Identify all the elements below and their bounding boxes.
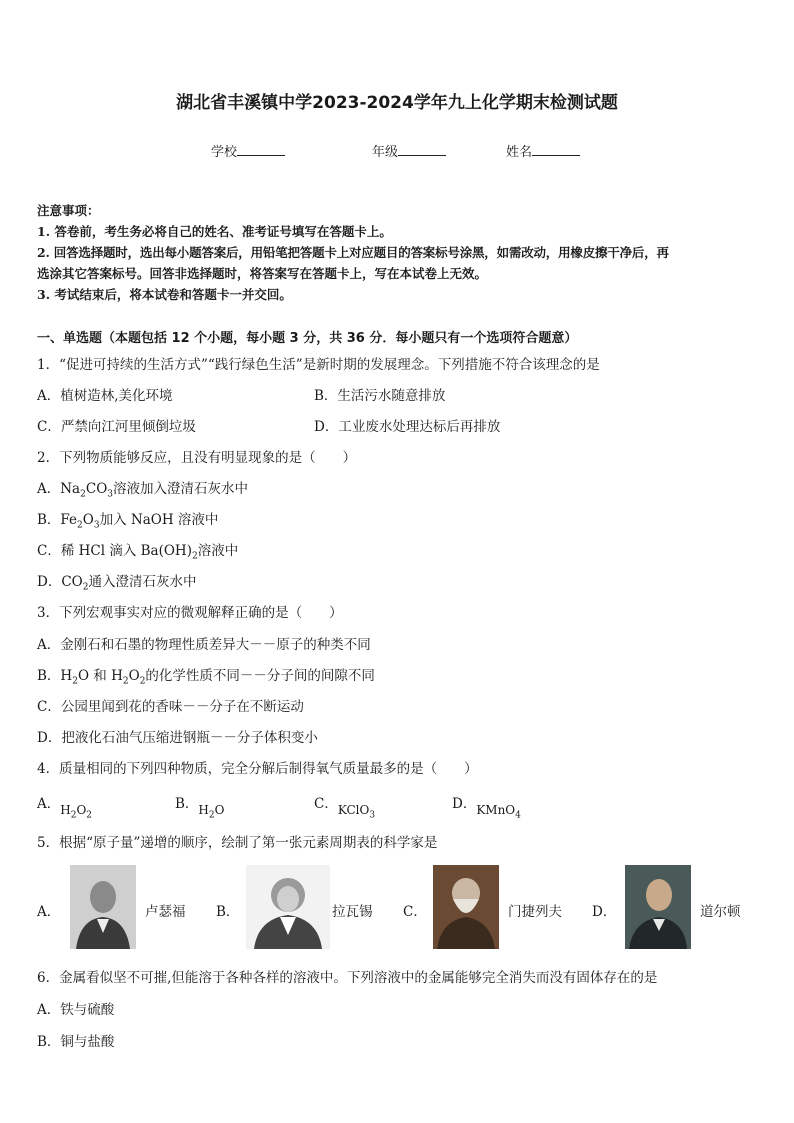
q5-option-c-label: C． bbox=[403, 904, 427, 920]
q3-option-d: D．把液化石油气压缩进钢瓶－－分子体积变小 bbox=[37, 730, 318, 746]
notice-heading: 注意事项： bbox=[37, 203, 100, 218]
notice-item: 1. 答卷前，考生务必将自己的姓名、准考证号填写在答题卡上。 bbox=[37, 224, 392, 239]
notice-item: 3. 考试结束后，将本试卷和答题卡一并交回。 bbox=[37, 287, 292, 302]
question-2-stem: 2．下列物质能够反应，且没有明显现象的是（ ） bbox=[37, 450, 357, 466]
q3-option-b: B．$H_2O$ 和 $H_2O_2$的化学性质不同－－分子间的间隙不同 bbox=[37, 668, 375, 687]
question-4-stem: 4．质量相同的下列四种物质，完全分解后制得氧气质量最多的是（ ） bbox=[37, 761, 478, 777]
q4-option-a: A．$H_2O_2$ bbox=[37, 796, 93, 821]
q4-option-c: C．KClO$_3$ bbox=[314, 796, 376, 821]
q5-portrait-a-image bbox=[70, 865, 136, 949]
name-blank bbox=[532, 142, 580, 156]
q2-option-d: D．$CO_2$通入澄清石灰水中 bbox=[37, 574, 197, 593]
q5-option-d-label: D． bbox=[592, 904, 617, 920]
q3-option-c: C．公园里闻到花的香味－－分子在不断运动 bbox=[37, 699, 304, 715]
q5-option-c-name: 门捷列夫 bbox=[508, 904, 562, 920]
q2-option-a: A．$Na_2CO_3$溶液加入澄清石灰水中 bbox=[37, 481, 248, 500]
question-5-stem: 5．根据“原子量”递增的顺序，绘制了第一张元素周期表的科学家是 bbox=[37, 835, 438, 851]
q2-option-c: C．稀 HCl 滴入 $Ba(OH)_2$溶液中 bbox=[37, 543, 239, 562]
q5-option-a-name: 卢瑟福 bbox=[145, 904, 186, 920]
q6-option-b: B．铜与盐酸 bbox=[37, 1034, 115, 1050]
q5-option-a-label: A． bbox=[37, 904, 61, 920]
notice-item: 2. 回答选择题时，选出每小题答案后，用铅笔把答题卡上对应题目的答案标号涂黑，如需改动，用橡皮擦干净后，再 bbox=[37, 245, 669, 260]
q4-option-b: B．$H_2O$ bbox=[175, 796, 225, 821]
question-1-stem: 1．“促进可持续的生活方式”“践行绿色生活”是新时期的发展理念。下列措施不符合该理念的是 bbox=[37, 357, 600, 373]
q3-option-a: A．金刚石和石墨的物理性质差异大－－原子的种类不同 bbox=[37, 637, 371, 653]
school-blank bbox=[237, 142, 285, 156]
q5-portrait-d-image bbox=[625, 865, 691, 949]
notice-item: 选涂其它答案标号。回答非选择题时，将答案写在答题卡上，写在本试卷上无效。 bbox=[37, 266, 488, 281]
q5-portrait-c-image bbox=[433, 865, 499, 949]
question-6-stem: 6．金属看似坚不可摧,但能溶于各种各样的溶液中。下列溶液中的金属能够完全消失而没有固体存在的是 bbox=[37, 970, 658, 986]
school-field: 学校 bbox=[211, 141, 285, 160]
notice-block bbox=[37, 200, 762, 305]
q1-option-d: D．工业废水处理达标后再排放 bbox=[314, 419, 501, 435]
q1-option-a: A．植树造林,美化环境 bbox=[37, 388, 173, 404]
q5-portrait-b-image bbox=[246, 865, 330, 949]
q1-option-b: B．生活污水随意排放 bbox=[314, 388, 446, 404]
name-field: 姓名 bbox=[506, 141, 580, 160]
q2-option-b: B．$Fe_2O_3$加入 NaOH 溶液中 bbox=[37, 512, 219, 531]
q4-option-d: D．KMnO$_4$ bbox=[452, 796, 521, 821]
q5-option-d-name: 道尔顿 bbox=[700, 904, 741, 920]
section-heading: 一、单选题（本题包括 12 个小题，每小题 3 分，共 36 分．每小题只有一个选项符合题意） bbox=[37, 331, 578, 346]
q5-option-b-name: 拉瓦锡 bbox=[332, 904, 373, 920]
grade-field: 年级 bbox=[372, 141, 446, 160]
q5-option-b-label: B． bbox=[216, 904, 240, 920]
page-title: 湖北省丰溪镇中学2023-2024学年九上化学期末检测试题 bbox=[176, 93, 618, 113]
q1-option-c: C．严禁向江河里倾倒垃圾 bbox=[37, 419, 196, 435]
q6-option-a: A．铁与硫酸 bbox=[37, 1002, 115, 1018]
grade-blank bbox=[398, 142, 446, 156]
question-3-stem: 3．下列宏观事实对应的微观解释正确的是（ ） bbox=[37, 605, 343, 621]
